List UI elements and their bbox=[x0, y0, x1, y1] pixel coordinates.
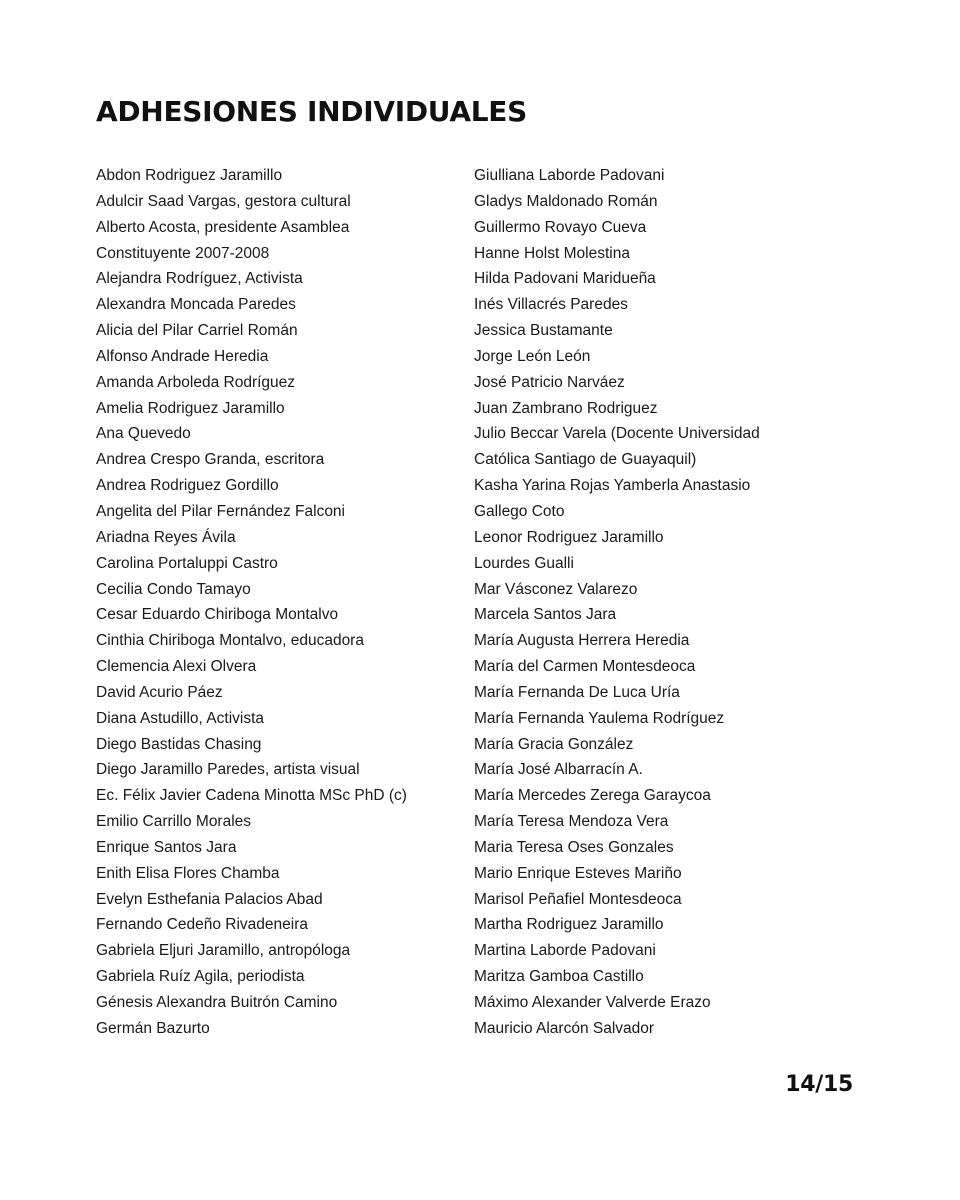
list-item: María Fernanda De Luca Uría bbox=[474, 683, 680, 701]
list-item: Maritza Gamboa Castillo bbox=[474, 968, 644, 986]
list-item: Alexandra Moncada Paredes bbox=[96, 296, 296, 314]
list-item: Amelia Rodriguez Jaramillo bbox=[96, 399, 285, 417]
list-item: Gallego Coto bbox=[474, 502, 565, 520]
page-title: ADHESIONES INDIVIDUALES bbox=[96, 95, 527, 128]
list-item: Alfonso Andrade Heredia bbox=[96, 347, 269, 365]
list-item: Enrique Santos Jara bbox=[96, 838, 237, 856]
list-item: Máximo Alexander Valverde Erazo bbox=[474, 994, 711, 1011]
list-item: Diana Astudillo, Activista bbox=[96, 709, 265, 727]
list-item: Martina Laborde Padovani bbox=[474, 942, 656, 960]
list-item: Adulcir Saad Vargas, gestora cultural bbox=[96, 192, 351, 210]
list-item: Diego Jaramillo Paredes, artista visual bbox=[96, 761, 360, 779]
list-item: Alicia del Pilar Carriel Román bbox=[96, 322, 298, 340]
list-item: Jessica Bustamante bbox=[474, 322, 613, 340]
list-item: María Mercedes Zerega Garaycoa bbox=[474, 787, 711, 805]
list-item: Fernando Cedeño Rivadeneira bbox=[96, 916, 308, 934]
list-item: Cesar Eduardo Chiriboga Montalvo bbox=[96, 606, 339, 624]
list-item: Jorge León León bbox=[474, 347, 591, 365]
page-number: 14/15 bbox=[785, 1072, 853, 1097]
list-item: Cecilia Condo Tamayo bbox=[96, 580, 251, 598]
list-item: Kasha Yarina Rojas Yamberla Anastasio bbox=[474, 477, 751, 495]
list-item: María Augusta Herrera Heredia bbox=[474, 632, 690, 650]
list-item: Gabriela Ruíz Agila, periodista bbox=[96, 968, 305, 986]
list-item: Clemencia Alexi Olvera bbox=[96, 658, 257, 676]
list-item: Génesis Alexandra Buitrón Camino bbox=[96, 994, 338, 1011]
list-item: Mauricio Alarcón Salvador bbox=[474, 1019, 655, 1037]
list-item: Alberto Acosta, presidente Asamblea bbox=[96, 218, 350, 236]
list-item: María Teresa Mendoza Vera bbox=[474, 813, 669, 831]
list-item: Inés Villacrés Paredes bbox=[474, 296, 628, 314]
list-item: Hilda Padovani Maridueña bbox=[474, 270, 656, 288]
list-item: Alejandra Rodríguez, Activista bbox=[96, 270, 303, 288]
list-item: Guillermo Rovayo Cueva bbox=[474, 218, 647, 236]
list-item: José Patricio Narváez bbox=[474, 373, 625, 391]
list-item: Diego Bastidas Chasing bbox=[96, 735, 262, 753]
list-item: Emilio Carrillo Morales bbox=[96, 813, 252, 831]
list-item: Leonor Rodriguez Jaramillo bbox=[474, 528, 664, 546]
list-item: María José Albarracín A. bbox=[474, 761, 643, 779]
adhesions-list-right bbox=[474, 163, 894, 1042]
list-item: Ariadna Reyes Ávila bbox=[96, 528, 236, 546]
list-item: Julio Beccar Varela (Docente Universidad bbox=[474, 425, 760, 443]
list-item: Ana Quevedo bbox=[96, 425, 191, 443]
list-item: Abdon Rodriguez Jaramillo bbox=[96, 167, 283, 184]
list-item: Constituyente 2007-2008 bbox=[96, 244, 270, 262]
list-item: Giulliana Laborde Padovani bbox=[474, 167, 665, 184]
list-item: Martha Rodriguez Jaramillo bbox=[474, 916, 664, 934]
list-item: Mario Enrique Esteves Mariño bbox=[474, 864, 682, 882]
list-item: Amanda Arboleda Rodríguez bbox=[96, 373, 296, 391]
list-item: Carolina Portaluppi Castro bbox=[96, 554, 278, 572]
adhesions-list-left bbox=[96, 163, 456, 1042]
list-item: Católica Santiago de Guayaquil) bbox=[474, 451, 697, 469]
list-item: Enith Elisa Flores Chamba bbox=[96, 864, 280, 882]
list-item: David Acurio Páez bbox=[96, 683, 223, 701]
list-item: Mar Vásconez Valarezo bbox=[474, 580, 638, 598]
list-item: Gladys Maldonado Román bbox=[474, 192, 658, 210]
list-item: María Gracia González bbox=[474, 735, 634, 753]
list-item: Cinthia Chiriboga Montalvo, educadora bbox=[96, 632, 364, 650]
list-item: Evelyn Esthefania Palacios Abad bbox=[96, 890, 323, 908]
list-item: Angelita del Pilar Fernández Falconi bbox=[96, 502, 345, 520]
list-item: Hanne Holst Molestina bbox=[474, 244, 630, 262]
list-item: María del Carmen Montesdeoca bbox=[474, 658, 696, 676]
list-item: Ec. Félix Javier Cadena Minotta MSc PhD (c) bbox=[96, 787, 407, 805]
list-item: María Fernanda Yaulema Rodríguez bbox=[474, 709, 725, 727]
list-item: Andrea Rodriguez Gordillo bbox=[96, 477, 279, 495]
list-item: Maria Teresa Oses Gonzales bbox=[474, 838, 674, 856]
list-item: Gabriela Eljuri Jaramillo, antropóloga bbox=[96, 942, 351, 960]
list-item: Marisol Peñafiel Montesdeoca bbox=[474, 890, 682, 908]
list-item: Lourdes Gualli bbox=[474, 554, 574, 572]
list-item: Andrea Crespo Granda, escritora bbox=[96, 451, 325, 469]
list-item: Germán Bazurto bbox=[96, 1019, 210, 1037]
list-item: Juan Zambrano Rodriguez bbox=[474, 399, 658, 417]
list-item: Marcela Santos Jara bbox=[474, 606, 617, 624]
